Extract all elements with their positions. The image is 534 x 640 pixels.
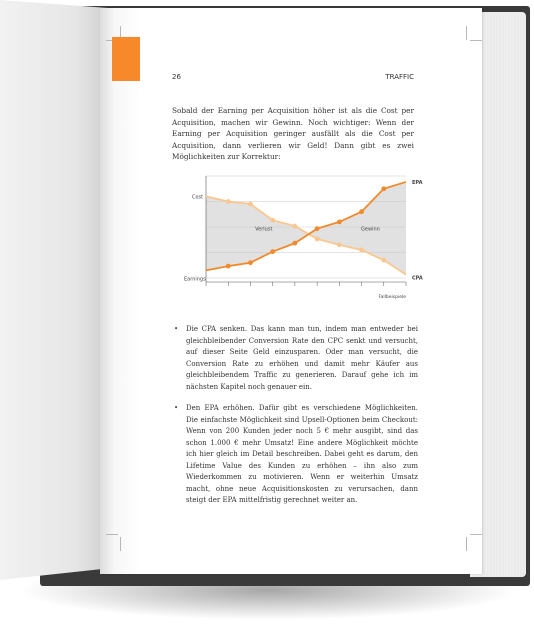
data-point-epa: [359, 209, 364, 214]
crop-mark: [466, 26, 467, 40]
data-point-epa: [337, 220, 342, 225]
page-number: 26: [172, 73, 181, 81]
data-point-cpa: [381, 258, 386, 263]
crop-mark: [120, 537, 121, 551]
intro-paragraph: Sobald der Earning per Acquisition höher ist als die Cost per Acquisition, machen wir Gewinn. Noch wichtiger: Wenn der Earning per Acquisition geringer ausfällt als die Cost per Acquisition, dann verlieren wir Geld! Dann gibt es zwei Möglichkeiten zur Korrektur:: [172, 106, 414, 161]
y-label-bottom: Earnings: [184, 276, 206, 283]
data-point-cpa: [359, 248, 364, 253]
bullet-item-epa: • Den EPA erhöhen. Dafür gibt es verschiedene Möglichkeiten. Die einfachste Möglichkeit sind Upsell-Optionen beim Checkout: Wenn von 200 Kunden jeder noch 5 € mehr ausgibt, sind das schon 1.000 € mehr Umsatz! Eine andere Möglichkeit möchte ich hier gleich im Detail beschreiben. Dabei geht es darum, den Lifetime Value des Kunden zu erhöhen – ihn also zum Wiederkommen zu motivieren. Wenn er weiterhin Umsatz macht, ohne neue Acquisitionskosten zu verursachen, dann steigt der EPA mittelfristig gerechnet weiter an.: [172, 403, 418, 507]
left-page: [0, 0, 108, 580]
region-label-loss: Verlust: [255, 226, 273, 233]
epa-cpa-chart: [170, 168, 423, 308]
series-label-epa: EPA: [412, 179, 423, 186]
y-label-top: Cost: [192, 194, 204, 201]
data-point-cpa: [337, 242, 342, 247]
chapter-color-tab: [112, 37, 140, 81]
region-label-gain: Gewinn: [361, 226, 380, 233]
data-point-epa: [315, 226, 320, 231]
data-point-cpa: [270, 218, 275, 223]
data-point-cpa: [315, 237, 320, 242]
data-point-epa: [226, 264, 231, 269]
bullet-item-cpa: • Die CPA senken. Das kann man tun, indem man entweder bei gleichbleibender Conversion Rate den CPC senkt und versucht, auf dieser Seite Geld einzusparen. Oder man versucht, die Conversion Rate zu erhöhen und damit mehr Käufer aus gleichbleibendem Traffic zu generieren. Darauf gehe ich im nächsten Kapitel noch genauer ein.: [172, 324, 418, 393]
data-point-epa: [248, 260, 253, 265]
series-label-cpa: CPA: [412, 275, 423, 282]
data-point-cpa: [248, 202, 253, 207]
data-point-epa: [381, 186, 386, 191]
running-head: TRAFFIC: [385, 73, 414, 81]
data-point-epa: [270, 249, 275, 254]
data-point-cpa: [292, 224, 297, 229]
x-axis-label: Fallbeispiele: [378, 295, 406, 300]
data-point-cpa: [226, 199, 231, 204]
crop-mark: [470, 534, 482, 535]
crop-mark: [466, 537, 467, 551]
bullet-list: [172, 324, 418, 517]
crop-mark: [106, 534, 118, 535]
data-point-epa: [292, 241, 297, 246]
crop-mark: [470, 40, 482, 41]
